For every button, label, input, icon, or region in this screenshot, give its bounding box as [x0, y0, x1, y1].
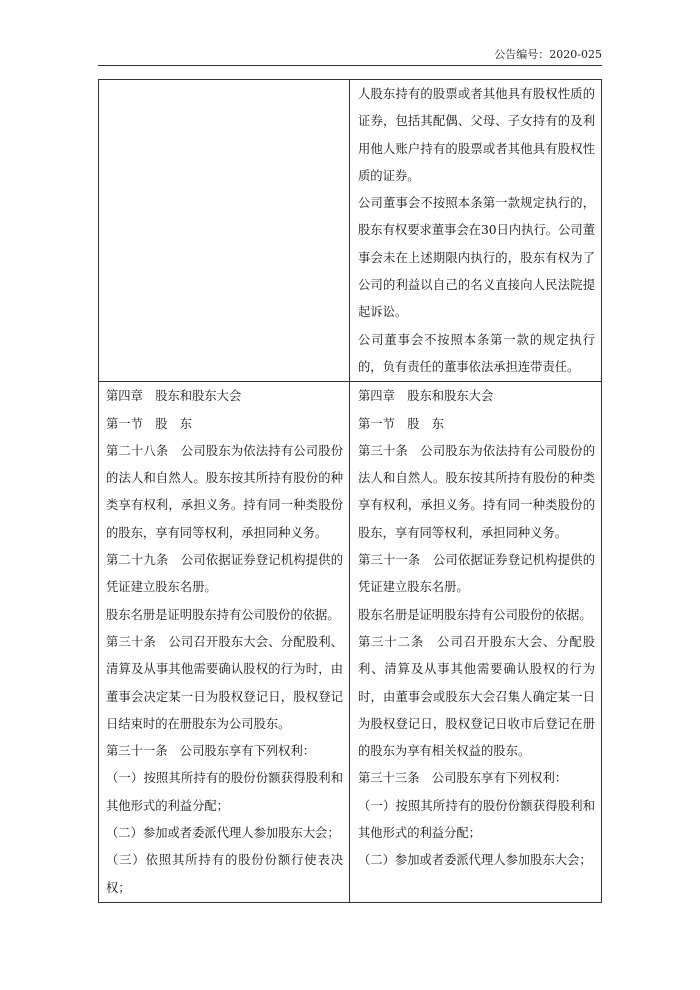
paragraph: （三）依照其所持有的股份份额行使表决权；	[106, 853, 343, 895]
paragraph: （一）按照其所持有的股份份额获得股利和其他形式的利益分配；	[106, 771, 343, 813]
paragraph: 第二十八条 公司股东为依法持有公司股份的法人和自然人。股东按其所持有股份的种类享有权利，承担义务。持有同一种类股份的股东，享有同等权利，承担同种义务。	[106, 443, 343, 540]
paragraph: 公司董事会不按照本条第一款规定执行的，股东有权要求董事会在30日内执行。公司董事会未在上述期限内执行的，股东有权为了公司的利益以自己的名义直接向人民法院提起诉讼。	[358, 196, 595, 320]
paragraph: 第三十条 公司召开股东大会、分配股利、清算及从事其他需要确认股权的行为时，由董事会决定某一日为股权登记日，股权登记日结束时的在册股东为公司股东。	[106, 634, 343, 731]
original-text-cell	[99, 80, 350, 381]
paragraph: 股东名册是证明股东持有公司股份的依据。	[106, 607, 340, 622]
paragraph: 第三十一条 公司依据证券登记机构提供的凭证建立股东名册。	[358, 553, 595, 595]
paragraph: （二）参加或者委派代理人参加股东大会；	[358, 853, 592, 868]
table-row	[99, 80, 601, 381]
revised-text-cell	[350, 80, 601, 381]
chapter-heading: 第四章 股东和股东大会	[106, 389, 242, 404]
chapter-heading: 第四章 股东和股东大会	[358, 389, 494, 404]
original-text-cell	[99, 382, 350, 902]
paragraph: （二）参加或者委派代理人参加股东大会；	[106, 826, 340, 841]
paragraph: 人股东持有的股票或者其他具有股权性质的证券，包括其配偶、父母、子女持有的及利用他人账户持有的股票或者其他具有股权性质的证券。	[358, 87, 595, 183]
section-heading: 第一节 股 东	[106, 416, 193, 431]
revised-text-cell	[350, 382, 601, 902]
paragraph: 第三十二条 公司召开股东大会、分配股利、清算及从事其他需要确认股权的行为时，由董事会或股东大会召集人确定某一日为股权登记日，股权登记日收市后登记在册的股东为享有相关权益的股东。	[358, 634, 595, 759]
paragraph: （一）按照其所持有的股份份额获得股利和其他形式的利益分配；	[358, 798, 595, 841]
comparison-table	[98, 79, 602, 903]
paragraph: 第二十九条 公司依据证券登记机构提供的凭证建立股东名册。	[106, 553, 343, 595]
table-row	[99, 381, 601, 902]
announcement-number: 公告编号：2020-025	[98, 45, 602, 66]
paragraph: 第三十一条 公司股东享有下列权利：	[106, 744, 316, 759]
section-heading: 第一节 股 东	[358, 416, 445, 431]
paragraph: 股东名册是证明股东持有公司股份的依据。	[358, 607, 592, 622]
paragraph: 公司董事会不按照本条第一款的规定执行的，负有责任的董事依法承担连带责任。	[358, 332, 595, 374]
paragraph: 第三十条 公司股东为依法持有公司股份的法人和自然人。股东按其所持有股份的种类享有权利，承担义务。持有同一种类股份的股东，享有同等权利，承担同种义务。	[358, 443, 595, 540]
paragraph: 第三十三条 公司股东享有下列权利：	[358, 771, 568, 786]
